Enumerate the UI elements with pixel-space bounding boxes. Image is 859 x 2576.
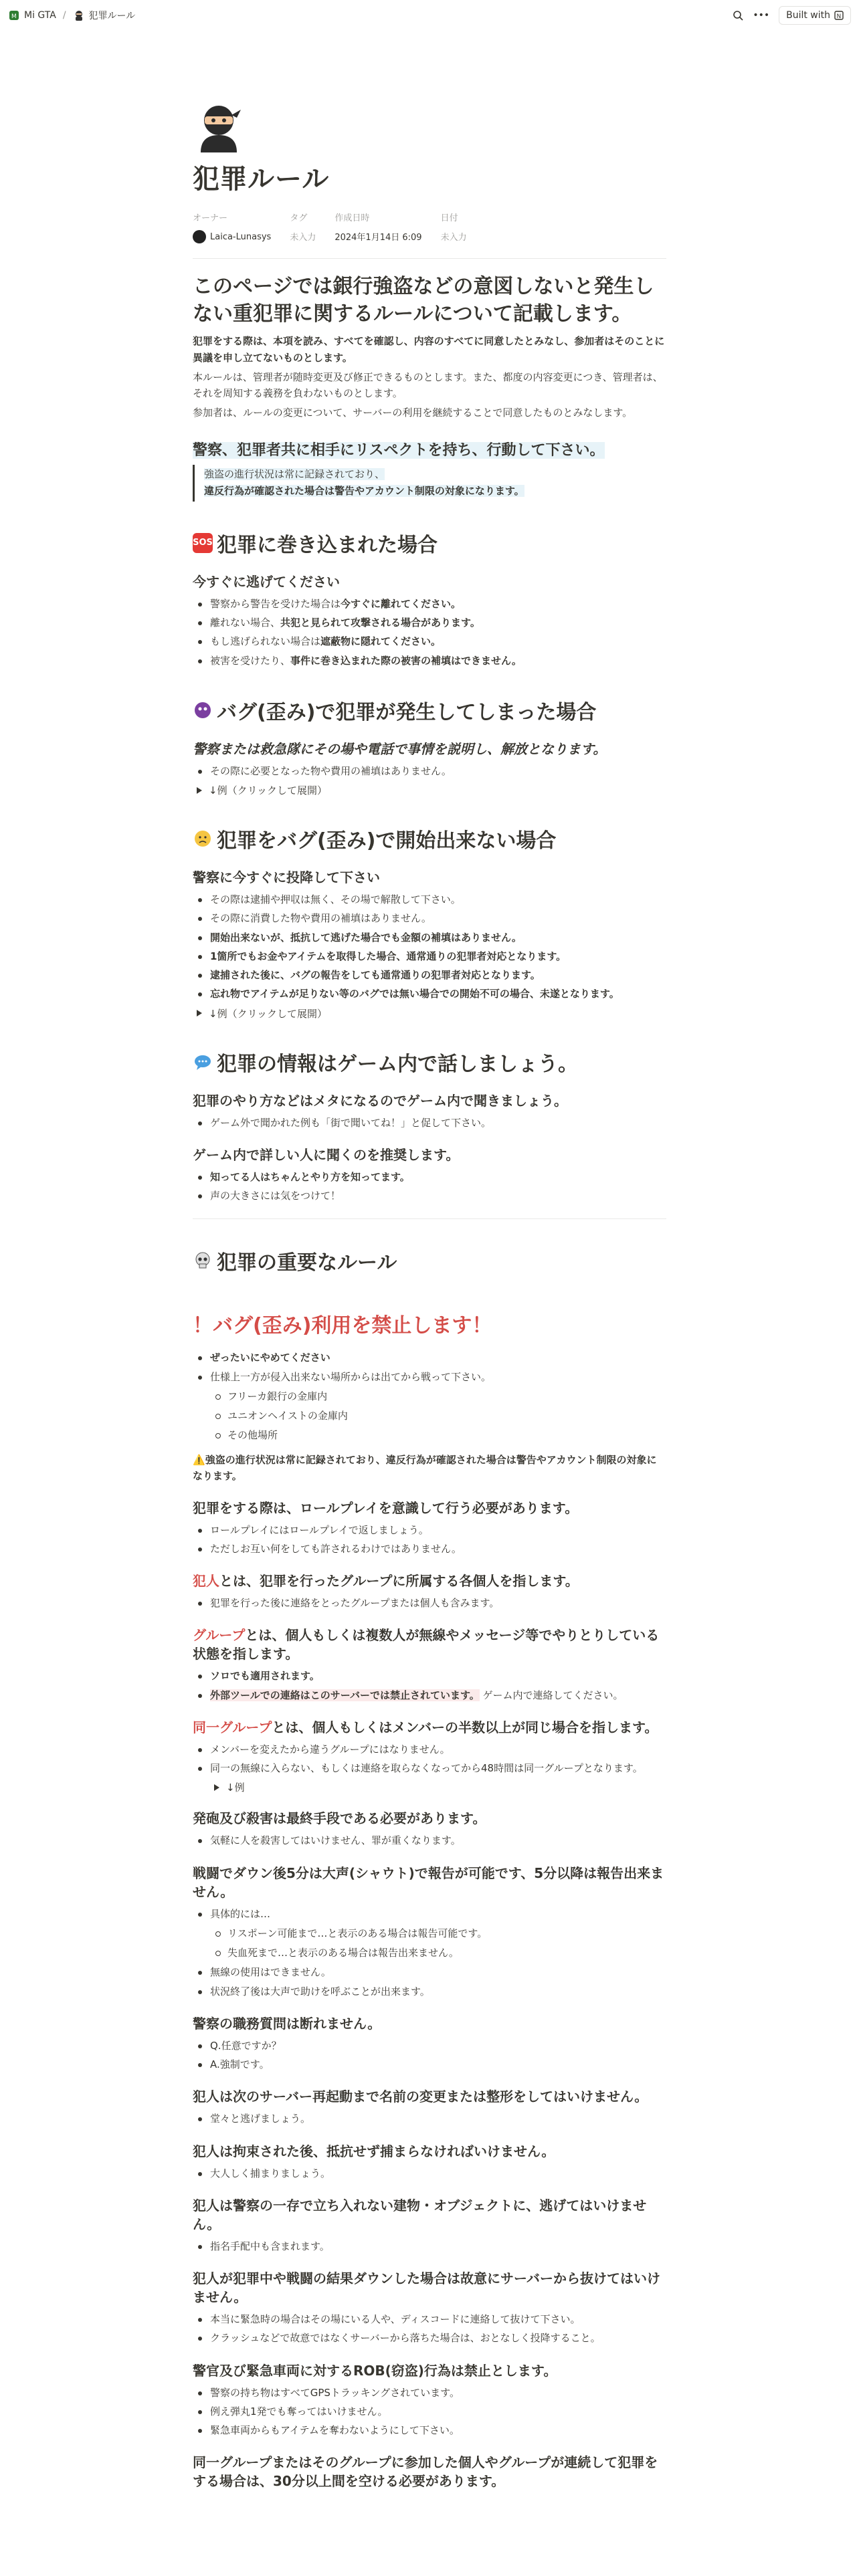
rule-same-group-def: とは、個人もしくはメンバーの半数以上が同じ場合を指します。: [272, 1719, 658, 1735]
divider: [193, 258, 666, 259]
prop-owner[interactable]: [193, 211, 271, 243]
rule-name-change-list: [193, 2111, 666, 2127]
list-item-text: 開始出来ないが、抵抗して逃げた場合でも金額の補填はありません。: [210, 931, 522, 944]
list-item: [193, 930, 666, 946]
prop-owner-value: Laica-Lunasys: [210, 231, 272, 242]
rule-disconnect: 犯人が犯罪中や戦闘の結果ダウンした場合は故意にサーバーから抜けてはいけません。: [193, 2270, 660, 2305]
speech-bubble-icon: [193, 1052, 213, 1072]
sos-icon: SOS: [193, 533, 213, 553]
section-cannot-start-title: 犯罪をバグ(歪み)で開始出来ない場合: [217, 829, 557, 853]
rule-disconnect-list: [193, 2312, 666, 2347]
rule-restrained-list: [193, 2166, 666, 2181]
rule-questioning-list: [193, 2038, 666, 2073]
section-important-title: 犯罪の重要なルール: [217, 1251, 397, 1275]
toggle-arrow-icon: [197, 1010, 202, 1016]
rule-downed-list2: [193, 1965, 666, 2000]
search-icon[interactable]: [733, 10, 743, 21]
list-item: 同一の無線に入らない、もしくは連絡を取らなくなってから48時間は同一グループとなります。: [193, 1761, 666, 1776]
external-tools-note: ゲーム内で連絡してください。: [482, 1689, 624, 1701]
list-item: 状況終了後は大声で助けを呼ぶことが出来ます。: [193, 1984, 666, 2000]
list-item: 堂々と逃げましょう。: [193, 2111, 666, 2127]
rule-group: [193, 1626, 666, 1663]
rule-group-term: グループ: [193, 1627, 246, 1644]
list-item: その他場所: [210, 1428, 666, 1443]
rule-questioning: 警察の職務質問は断れません。: [193, 2015, 381, 2032]
prop-tag-value: 未入力: [290, 233, 316, 243]
notion-logo-icon: [834, 11, 844, 20]
list-item: [193, 1170, 666, 1185]
s2-toggle[interactable]: [197, 783, 666, 797]
rule-criminal: [193, 1572, 666, 1590]
list-item: 無線の使用はできません。: [193, 1965, 666, 1980]
s3-toggle-label: ↓例（クリックして展開）: [209, 1007, 327, 1020]
list-item: [193, 949, 666, 964]
rule-roleplay-list: [193, 1523, 666, 1558]
prop-created-value: 2024年1月14日 6:09: [335, 233, 422, 243]
prop-date-value: 未入力: [440, 233, 467, 243]
prop-owner-key: オーナー: [193, 213, 228, 223]
same-group-toggle[interactable]: [214, 1780, 666, 1794]
list-item: 具体的には…: [193, 1907, 666, 1922]
intro-p2: 本ルールは、管理者が随時変更及び修正できるものとします。また、都度の内容変更につき、管理者は、それを周知する義務を負わないものとします。: [193, 370, 663, 400]
rule-group-def: とは、個人もしくは複数人が無線やメッセージ等でやりとりしている状態を指します。: [193, 1627, 660, 1662]
intro-p1-text: 犯罪をする際は、本項を読み、すべてを確認し、内容のすべてに同意したとみなし、参加者はそのことに異議を申し立てないものとします。: [193, 335, 665, 364]
rule-group-list: [193, 1669, 666, 1703]
toggle-arrow-icon: [214, 1784, 219, 1791]
list-item: 気軽に人を殺害してはいけません、罪が重くなります。: [193, 1833, 666, 1848]
more-options-icon[interactable]: •••: [753, 9, 770, 21]
respect-quote-1: 強盗の進行状況は常に記録されており、: [204, 467, 385, 480]
same-group-toggle-label: ↓例: [226, 1782, 245, 1794]
list-item: 離れない場合、共犯と見られて攻撃される場合があります。: [193, 615, 666, 631]
sad-face-icon: [193, 829, 213, 849]
breadcrumb: [8, 9, 135, 22]
list-item-text: 忘れ物でアイテムが足りない等のバグでは無い場合での開始不可の場合、未遂となります。: [210, 988, 619, 1000]
respect-quote-2: 違反行為が確認された場合は警告やアカウント制限の対象になります。: [204, 485, 524, 498]
section-bug-crime-title: バグ(歪み)で犯罪が発生してしまった場合: [217, 700, 597, 724]
avatar: [193, 230, 206, 243]
rule-restricted-buildings: 犯人は警察の一存で立ち入れない建物・オブジェクトに、逃げてはいけません。: [193, 2197, 647, 2232]
rule-downed: 戦闘でダウン後5分は大声(シャウト)で報告が可能です、5分以降は報告出来ません。: [193, 1864, 664, 1900]
list-item: クラッシュなどで故意ではなくサーバーから落ちた場合は、おとなしく投降すること。: [193, 2331, 666, 2346]
toggle-arrow-icon: [197, 787, 202, 794]
list-item: 指名手配中も含まれます。: [193, 2239, 666, 2254]
rule-rob-police: 警官及び緊急車両に対するROB(窃盗)行為は禁止とします。: [193, 2362, 557, 2379]
respect-quote: [193, 465, 666, 502]
page-content: [193, 0, 666, 2490]
list-item: その際は逮捕や押収は無く、その場で解散して下さい。: [193, 892, 666, 907]
s2-sub: 警察または救急隊にその場や電話で事情を説明し、解放となります。: [193, 740, 607, 757]
list-item: [193, 1688, 666, 1703]
rule-same-group: [193, 1718, 666, 1737]
properties: [193, 211, 666, 243]
section-involved-title: 犯罪に巻き込まれた場合: [217, 533, 438, 557]
list-item: ユニオンヘイストの金庫内: [210, 1408, 666, 1424]
list-item: [193, 986, 666, 1002]
prop-date-key: 日付: [440, 213, 458, 223]
list-item: 声の大きさには気をつけて！: [193, 1188, 666, 1204]
s4-sub1: 犯罪のやり方などはメタになるのでゲーム内で聞きましょう。: [193, 1092, 567, 1109]
s4-sub2: ゲーム内で詳しい人に聞くのを推奨します。: [193, 1146, 460, 1163]
list-item: 本当に緊急時の場合はその場にいる人や、ディスコードに連絡して抜けて下さい。: [193, 2312, 666, 2327]
rule-restrained: 犯人は拘束された後、抵抗せず捕まらなければいけません。: [193, 2143, 555, 2159]
list-item: 被害を受けたり、事件に巻き込まれた際の被害の補填はできません。: [193, 653, 666, 669]
warning-icon: ⚠️: [193, 1453, 205, 1466]
breadcrumb-separator: /: [62, 9, 66, 21]
rule-rob-police-list: [193, 2385, 666, 2439]
s2-toggle-label: ↓例（クリックして展開）: [209, 784, 327, 796]
rule-criminal-def: とは、犯罪を行ったグループに所属する各個人を指します。: [219, 1573, 579, 1589]
list-item: フリーカ銀行の金庫内: [210, 1389, 666, 1404]
ninja-icon: [73, 9, 85, 21]
built-with-label: Built with: [786, 9, 830, 21]
intro-p1: [193, 333, 666, 366]
s1-list: [193, 597, 666, 669]
warning-text: 強盗の進行状況は常に記録されており、違反行為が確認された場合は警告やアカウント制限の対象になります。: [193, 1453, 657, 1482]
list-item: 失血死まで…と表示のある場合は報告出来ません。: [210, 1945, 666, 1961]
svg-text:N: N: [836, 13, 842, 20]
list-item: ロールプレイにはロールプレイで返しましょう。: [193, 1523, 666, 1538]
list-item: 警察の持ち物はすべてGPSトラッキングされています。: [193, 2385, 666, 2401]
warning-note: [193, 1452, 666, 1484]
intro-heading: このページでは銀行強盗などの意図しないと発生しない重犯罪に関するルールについて記載します。: [193, 275, 654, 326]
rule-name-change: 犯人は次のサーバー再起動まで名前の変更または整形をしてはいけません。: [193, 2088, 648, 2105]
list-item-text: 1箇所でもお金やアイテムを取得した場合、通常通りの犯罪者対応となります。: [210, 950, 567, 962]
section-bug-crime: [193, 695, 666, 725]
respect-heading: [193, 439, 666, 459]
bug-sublist: [210, 1389, 666, 1444]
s4-list1: [193, 1115, 666, 1131]
rule-downed-list: [193, 1907, 666, 1922]
list-item: 緊急車両からもアイテムを奪わないようにして下さい。: [193, 2423, 666, 2438]
list-item: メンバーを変えたから違うグループにはなりません。: [193, 1742, 666, 1757]
bug-icon: [193, 700, 213, 720]
list-item: その際に消費した物や費用の補填はありません。: [193, 911, 666, 926]
s1-sub: 今すぐに逃げてください: [193, 573, 340, 590]
list-item: Q.任意ですか？: [193, 2038, 666, 2054]
list-item: 犯罪を行った後に連絡をとったグループまたは個人も含みます。: [193, 1596, 666, 1611]
s3-sub: 警察に今すぐに投降して下さい: [193, 869, 380, 885]
s3-toggle[interactable]: [197, 1006, 666, 1021]
prop-date[interactable]: [441, 211, 467, 243]
list-item: [193, 1669, 666, 1684]
workspace-icon: [8, 9, 20, 21]
s3-list: [193, 892, 666, 1002]
respect-heading-text: 警察、犯罪者共に相手にリスペクトを持ち、行動して下さい。: [193, 441, 605, 459]
prop-tag[interactable]: [290, 211, 316, 243]
list-item: 大人しく捕まりましょう。: [193, 2166, 666, 2181]
list-item: 例え弾丸1発でも奪ってはいけません。: [193, 2404, 666, 2420]
built-with-button[interactable]: [779, 6, 851, 25]
svg-text:M: M: [11, 13, 17, 20]
intro-p3: 参加者は、ルールの変更について、サーバーの利用を継続することで同意したものとみなします。: [193, 407, 633, 419]
list-item: リスポーン可能まで…と表示のある場合は報告可能です。: [210, 1926, 666, 1941]
s2-list: [193, 764, 666, 779]
section-info-title: 犯罪の情報はゲーム内で話しましょう。: [217, 1052, 578, 1076]
skull-icon: [193, 1251, 213, 1271]
prop-created-key: 作成日時: [335, 213, 370, 223]
divider: [193, 1218, 666, 1219]
list-item: [193, 968, 666, 983]
ninja-page-icon: [193, 100, 245, 152]
section-cannot-start: [193, 824, 666, 853]
list-item: A.強制です。: [193, 2057, 666, 2072]
rule-same-group-list: [193, 1742, 666, 1777]
list-item-text: ぜったいにやめてください: [210, 1352, 330, 1364]
rule-criminal-term: 犯人: [193, 1573, 219, 1589]
rule-shooting: 発砲及び殺害は最終手段である必要があります。: [193, 1810, 486, 1827]
page-title: 犯罪ルール: [193, 164, 330, 195]
rule-shooting-list: [193, 1833, 666, 1848]
section-involved: [193, 528, 666, 558]
list-item: その際に必要となった物や費用の補填はありません。: [193, 764, 666, 779]
list-item: 警察から警告を受けた場合は今すぐに離れてください。: [193, 597, 666, 612]
rule-cooldown: 同一グループまたはそのグループに参加した個人やグループが連続して犯罪をする場合は、30分以上間を空ける必要があります。: [193, 2454, 658, 2490]
s4-list2: [193, 1170, 666, 1204]
list-item: [193, 1350, 666, 1366]
rule-roleplay: 犯罪をする際は、ロールプレイを意識して行う必要があります。: [193, 1499, 579, 1516]
list-item: ただしお互い何をしても許されるわけではありません。: [193, 1541, 666, 1557]
breadcrumb-page[interactable]: 犯罪ルール: [88, 10, 136, 21]
list-item-text: ソロでも適用されます。: [210, 1670, 320, 1683]
list-item: ゲーム外で聞かれた例も「街で聞いてね！」と促して下さい。: [193, 1115, 666, 1131]
breadcrumb-workspace[interactable]: Mi GTA: [24, 9, 56, 21]
list-item-text: 知ってる人はちゃんとやり方を知ってます。: [210, 1170, 410, 1183]
bug-list: [193, 1350, 666, 1385]
list-item: 仕様上一方が侵入出来ない場所からは出てから戦って下さい。: [193, 1370, 666, 1385]
rule-same-group-term: 同一グループ: [193, 1719, 272, 1735]
external-tools-warning: 外部ツールでの連絡はこのサーバーでは禁止されています。: [210, 1689, 480, 1701]
rule-criminal-list: [193, 1596, 666, 1611]
list-item: もし逃げられない場合は遮蔽物に隠れてください。: [193, 634, 666, 649]
rule-restricted-buildings-list: [193, 2239, 666, 2254]
section-important: [193, 1246, 666, 1275]
rule-downed-sublist: [210, 1926, 666, 1961]
prop-created[interactable]: [335, 211, 421, 243]
section-info: [193, 1047, 666, 1077]
prop-tag-key: タグ: [290, 213, 308, 223]
bug-ban-heading: ！バグ(歪み)利用を禁止します！: [193, 1314, 492, 1338]
list-item-text: 逮捕された後に、バグの報告をしても通常通りの犯罪者対応となります。: [210, 969, 541, 981]
top-bar: [0, 0, 859, 30]
